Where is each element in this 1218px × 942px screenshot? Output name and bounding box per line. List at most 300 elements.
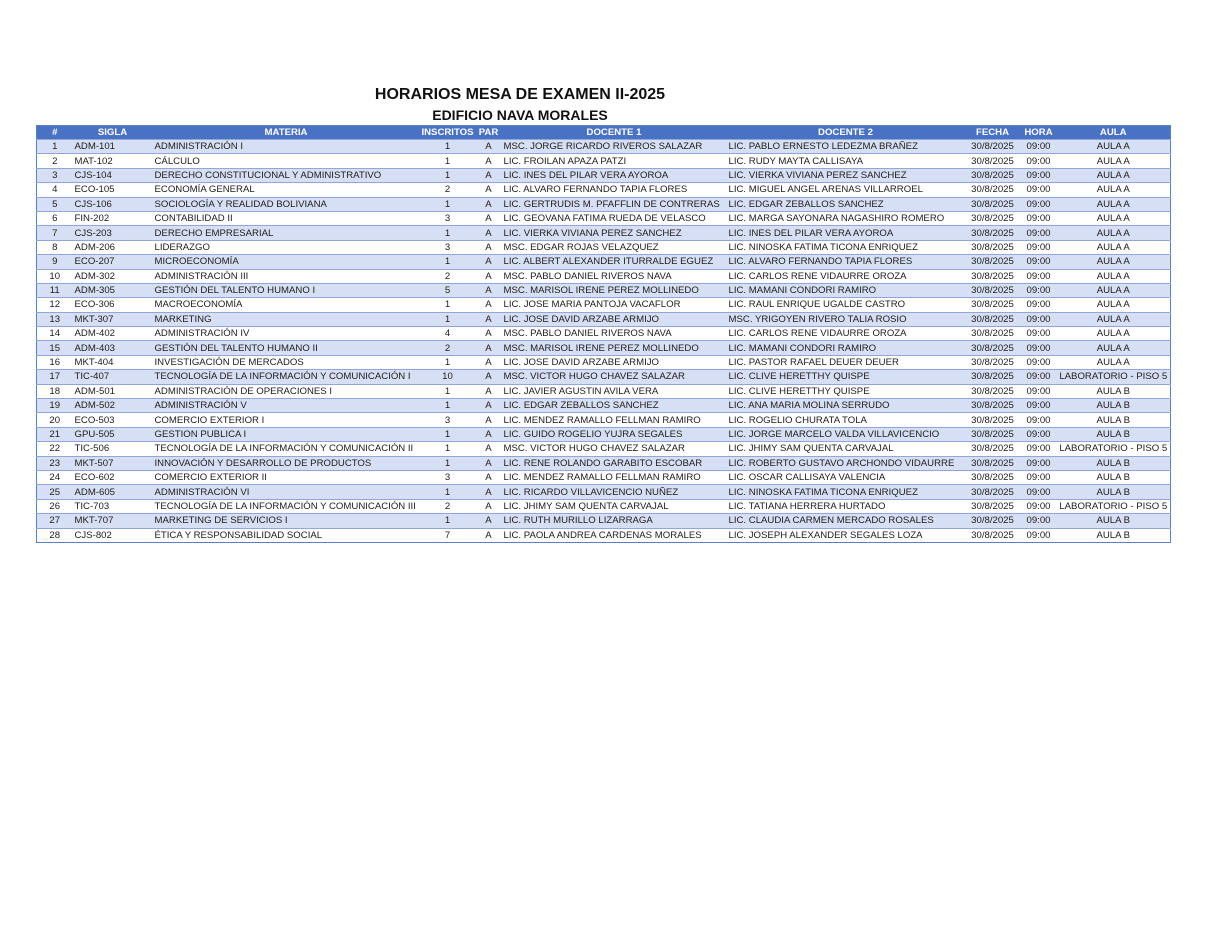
table-row bbox=[37, 283, 1171, 297]
cell-hora: 09:00 bbox=[1021, 197, 1057, 211]
cell-hora: 09:00 bbox=[1021, 240, 1057, 254]
col-header-fecha: FECHA bbox=[965, 126, 1021, 140]
cell-docente-2: LIC. MAMANI CONDORI RAMIRO bbox=[727, 341, 965, 355]
cell-docente-2: LIC. TATIANA HERRERA HURTADO bbox=[727, 499, 965, 513]
cell-docente-1: LIC. FROILAN APAZA PATZI bbox=[502, 154, 727, 168]
cell-docente-2: LIC. JHIMY SAM QUENTA CARVAJAL bbox=[727, 442, 965, 456]
table-row bbox=[37, 514, 1171, 528]
col-header-par: PAR bbox=[476, 126, 502, 140]
cell-inscritos: 4 bbox=[420, 327, 476, 341]
cell-inscritos: 1 bbox=[420, 226, 476, 240]
cell-docente-1: MSC. VICTOR HUGO CHAVEZ SALAZAR bbox=[502, 442, 727, 456]
cell-hora: 09:00 bbox=[1021, 499, 1057, 513]
cell-docente-1: LIC. INES DEL PILAR VERA AYOROA bbox=[502, 168, 727, 182]
cell-hora: 09:00 bbox=[1021, 312, 1057, 326]
cell-inscritos: 1 bbox=[420, 485, 476, 499]
cell-number: 23 bbox=[37, 456, 73, 470]
cell-docente-1: LIC. JOSE DAVID ARZABE ARMIJO bbox=[502, 355, 727, 369]
cell-materia: ADMINISTRACIÓN IV bbox=[153, 327, 420, 341]
cell-aula: AULA A bbox=[1057, 255, 1171, 269]
cell-hora: 09:00 bbox=[1021, 485, 1057, 499]
cell-hora: 09:00 bbox=[1021, 384, 1057, 398]
table-row bbox=[37, 485, 1171, 499]
cell-par: A bbox=[476, 211, 502, 225]
cell-inscritos: 1 bbox=[420, 168, 476, 182]
cell-sigla: CJS-106 bbox=[73, 197, 153, 211]
cell-hora: 09:00 bbox=[1021, 255, 1057, 269]
cell-aula: AULA B bbox=[1057, 384, 1171, 398]
col-header-number: # bbox=[37, 126, 73, 140]
cell-aula: AULA A bbox=[1057, 269, 1171, 283]
cell-par: A bbox=[476, 470, 502, 484]
cell-number: 25 bbox=[37, 485, 73, 499]
cell-materia: ADMINISTRACIÓN III bbox=[153, 269, 420, 283]
cell-docente-2: LIC. CLIVE HERETTHY QUISPE bbox=[727, 370, 965, 384]
cell-aula: AULA A bbox=[1057, 140, 1171, 154]
cell-materia: GESTION PUBLICA I bbox=[153, 427, 420, 441]
cell-sigla: MKT-404 bbox=[73, 355, 153, 369]
col-header-sigla: SIGLA bbox=[73, 126, 153, 140]
cell-docente-2: LIC. RUDY MAYTA CALLISAYA bbox=[727, 154, 965, 168]
cell-par: A bbox=[476, 269, 502, 283]
cell-aula: AULA A bbox=[1057, 211, 1171, 225]
cell-sigla: TIC-506 bbox=[73, 442, 153, 456]
cell-sigla: ADM-403 bbox=[73, 341, 153, 355]
cell-docente-2: LIC. MAMANI CONDORI RAMIRO bbox=[727, 283, 965, 297]
cell-aula: LABORATORIO - PISO 5 bbox=[1057, 442, 1171, 456]
cell-hora: 09:00 bbox=[1021, 528, 1057, 542]
cell-materia: ADMINISTRACIÓN VI bbox=[153, 485, 420, 499]
cell-docente-1: MSC. JORGE RICARDO RIVEROS SALAZAR bbox=[502, 140, 727, 154]
table-row bbox=[37, 399, 1171, 413]
cell-number: 12 bbox=[37, 298, 73, 312]
cell-materia: DERECHO EMPRESARIAL bbox=[153, 226, 420, 240]
cell-inscritos: 1 bbox=[420, 140, 476, 154]
cell-aula: AULA A bbox=[1057, 327, 1171, 341]
cell-hora: 09:00 bbox=[1021, 283, 1057, 297]
cell-fecha: 30/8/2025 bbox=[965, 168, 1021, 182]
cell-docente-1: LIC. MENDEZ RAMALLO FELLMAN RAMIRO bbox=[502, 470, 727, 484]
cell-docente-1: MSC. PABLO DANIEL RIVEROS NAVA bbox=[502, 269, 727, 283]
cell-hora: 09:00 bbox=[1021, 298, 1057, 312]
cell-sigla: ADM-101 bbox=[73, 140, 153, 154]
table-row bbox=[37, 528, 1171, 542]
cell-par: A bbox=[476, 427, 502, 441]
cell-sigla: MAT-102 bbox=[73, 154, 153, 168]
cell-number: 18 bbox=[37, 384, 73, 398]
cell-materia: INNOVACIÓN Y DESARROLLO DE PRODUCTOS bbox=[153, 456, 420, 470]
cell-number: 16 bbox=[37, 355, 73, 369]
cell-docente-1: LIC. JAVIER AGUSTIN AVILA VERA bbox=[502, 384, 727, 398]
table-row bbox=[37, 168, 1171, 182]
cell-docente-2: LIC. CLAUDIA CARMEN MERCADO ROSALES bbox=[727, 514, 965, 528]
cell-aula: AULA B bbox=[1057, 399, 1171, 413]
cell-docente-2: LIC. CARLOS RENE VIDAURRE OROZA bbox=[727, 269, 965, 283]
cell-fecha: 30/8/2025 bbox=[965, 470, 1021, 484]
cell-par: A bbox=[476, 140, 502, 154]
cell-aula: AULA A bbox=[1057, 183, 1171, 197]
document-title: HORARIOS MESA DE EXAMEN II-2025 bbox=[374, 86, 666, 103]
cell-par: A bbox=[476, 355, 502, 369]
cell-number: 13 bbox=[37, 312, 73, 326]
cell-aula: AULA A bbox=[1057, 240, 1171, 254]
cell-par: A bbox=[476, 168, 502, 182]
cell-fecha: 30/8/2025 bbox=[965, 283, 1021, 297]
cell-aula: AULA A bbox=[1057, 226, 1171, 240]
cell-sigla: ECO-105 bbox=[73, 183, 153, 197]
cell-materia: TECNOLOGÍA DE LA INFORMACIÓN Y COMUNICACIÓN II bbox=[153, 442, 420, 456]
col-header-materia: MATERIA bbox=[153, 126, 420, 140]
cell-materia: ADMINISTRACIÓN DE OPERACIONES I bbox=[153, 384, 420, 398]
cell-par: A bbox=[476, 528, 502, 542]
cell-fecha: 30/8/2025 bbox=[965, 298, 1021, 312]
cell-sigla: MKT-707 bbox=[73, 514, 153, 528]
cell-aula: AULA A bbox=[1057, 355, 1171, 369]
cell-materia: ÉTICA Y RESPONSABILIDAD SOCIAL bbox=[153, 528, 420, 542]
cell-hora: 09:00 bbox=[1021, 183, 1057, 197]
cell-hora: 09:00 bbox=[1021, 327, 1057, 341]
cell-par: A bbox=[476, 312, 502, 326]
cell-number: 6 bbox=[37, 211, 73, 225]
cell-hora: 09:00 bbox=[1021, 355, 1057, 369]
table-row bbox=[37, 269, 1171, 283]
cell-docente-1: MSC. PABLO DANIEL RIVEROS NAVA bbox=[502, 327, 727, 341]
cell-par: A bbox=[476, 442, 502, 456]
cell-number: 10 bbox=[37, 269, 73, 283]
cell-docente-1: MSC. MARISOL IRENE PEREZ MOLLINEDO bbox=[502, 341, 727, 355]
cell-docente-2: LIC. ROGELIO CHURATA TOLA bbox=[727, 413, 965, 427]
cell-docente-1: MSC. MARISOL IRENE PEREZ MOLLINEDO bbox=[502, 283, 727, 297]
cell-fecha: 30/8/2025 bbox=[965, 226, 1021, 240]
cell-number: 8 bbox=[37, 240, 73, 254]
cell-aula: AULA B bbox=[1057, 485, 1171, 499]
cell-inscritos: 1 bbox=[420, 384, 476, 398]
cell-inscritos: 2 bbox=[420, 499, 476, 513]
cell-hora: 09:00 bbox=[1021, 269, 1057, 283]
cell-inscritos: 1 bbox=[420, 456, 476, 470]
cell-fecha: 30/8/2025 bbox=[965, 255, 1021, 269]
cell-inscritos: 1 bbox=[420, 197, 476, 211]
cell-fecha: 30/8/2025 bbox=[965, 514, 1021, 528]
cell-inscritos: 1 bbox=[420, 154, 476, 168]
cell-par: A bbox=[476, 413, 502, 427]
cell-materia: GESTIÓN DEL TALENTO HUMANO II bbox=[153, 341, 420, 355]
cell-number: 5 bbox=[37, 197, 73, 211]
cell-number: 7 bbox=[37, 226, 73, 240]
cell-sigla: ECO-306 bbox=[73, 298, 153, 312]
cell-number: 20 bbox=[37, 413, 73, 427]
cell-docente-2: LIC. OSCAR CALLISAYA VALENCIA bbox=[727, 470, 965, 484]
cell-fecha: 30/8/2025 bbox=[965, 399, 1021, 413]
cell-docente-2: LIC. ANA MARIA MOLINA SERRUDO bbox=[727, 399, 965, 413]
cell-number: 4 bbox=[37, 183, 73, 197]
header-row bbox=[37, 126, 1171, 140]
cell-docente-1: MSC. VICTOR HUGO CHAVEZ SALAZAR bbox=[502, 370, 727, 384]
cell-par: A bbox=[476, 456, 502, 470]
cell-docente-1: LIC. JOSE MARIA PANTOJA VACAFLOR bbox=[502, 298, 727, 312]
cell-aula: AULA B bbox=[1057, 456, 1171, 470]
cell-fecha: 30/8/2025 bbox=[965, 183, 1021, 197]
cell-materia: MARKETING bbox=[153, 312, 420, 326]
cell-sigla: TIC-703 bbox=[73, 499, 153, 513]
cell-sigla: ADM-605 bbox=[73, 485, 153, 499]
exam-schedule-table bbox=[36, 125, 1171, 543]
cell-number: 9 bbox=[37, 255, 73, 269]
cell-docente-2: LIC. MARGA SAYONARA NAGASHIRO ROMERO bbox=[727, 211, 965, 225]
cell-fecha: 30/8/2025 bbox=[965, 327, 1021, 341]
cell-materia: COMERCIO EXTERIOR I bbox=[153, 413, 420, 427]
cell-docente-1: LIC. JOSE DAVID ARZABE ARMIJO bbox=[502, 312, 727, 326]
cell-inscritos: 2 bbox=[420, 183, 476, 197]
cell-par: A bbox=[476, 399, 502, 413]
cell-number: 2 bbox=[37, 154, 73, 168]
cell-hora: 09:00 bbox=[1021, 341, 1057, 355]
cell-inscritos: 1 bbox=[420, 399, 476, 413]
cell-hora: 09:00 bbox=[1021, 399, 1057, 413]
cell-hora: 09:00 bbox=[1021, 456, 1057, 470]
cell-docente-2: LIC. NINOSKA FATIMA TICONA ENRIQUEZ bbox=[727, 240, 965, 254]
cell-docente-2: LIC. JOSEPH ALEXANDER SEGALES LOZA bbox=[727, 528, 965, 542]
table-row bbox=[37, 255, 1171, 269]
cell-materia: ECONOMÍA GENERAL bbox=[153, 183, 420, 197]
cell-number: 21 bbox=[37, 427, 73, 441]
cell-aula: AULA A bbox=[1057, 168, 1171, 182]
cell-fecha: 30/8/2025 bbox=[965, 312, 1021, 326]
cell-sigla: ADM-305 bbox=[73, 283, 153, 297]
table-row bbox=[37, 470, 1171, 484]
table-row bbox=[37, 183, 1171, 197]
cell-docente-2: LIC. ROBERTO GUSTAVO ARCHONDO VIDAURRE bbox=[727, 456, 965, 470]
table-row bbox=[37, 298, 1171, 312]
cell-aula: AULA A bbox=[1057, 283, 1171, 297]
cell-inscritos: 1 bbox=[420, 442, 476, 456]
document-subtitle: EDIFICIO NAVA MORALES bbox=[432, 107, 608, 123]
cell-par: A bbox=[476, 384, 502, 398]
cell-sigla: TIC-407 bbox=[73, 370, 153, 384]
col-header-aula: AULA bbox=[1057, 126, 1171, 140]
cell-docente-2: LIC. JORGE MARCELO VALDA VILLAVICENCIO bbox=[727, 427, 965, 441]
cell-number: 24 bbox=[37, 470, 73, 484]
cell-aula: LABORATORIO - PISO 5 bbox=[1057, 499, 1171, 513]
cell-fecha: 30/8/2025 bbox=[965, 341, 1021, 355]
cell-fecha: 30/8/2025 bbox=[965, 528, 1021, 542]
cell-fecha: 30/8/2025 bbox=[965, 442, 1021, 456]
cell-inscritos: 7 bbox=[420, 528, 476, 542]
cell-materia: TECNOLOGÍA DE LA INFORMACIÓN Y COMUNICACIÓN I bbox=[153, 370, 420, 384]
cell-docente-2: LIC. CARLOS RENE VIDAURRE OROZA bbox=[727, 327, 965, 341]
table-row bbox=[37, 211, 1171, 225]
cell-sigla: ADM-502 bbox=[73, 399, 153, 413]
cell-number: 17 bbox=[37, 370, 73, 384]
cell-inscritos: 1 bbox=[420, 514, 476, 528]
cell-docente-1: LIC. GEOVANA FATIMA RUEDA DE VELASCO bbox=[502, 211, 727, 225]
cell-materia: CÁLCULO bbox=[153, 154, 420, 168]
table-body bbox=[37, 140, 1171, 543]
cell-materia: COMERCIO EXTERIOR II bbox=[153, 470, 420, 484]
cell-docente-1: LIC. PAOLA ANDREA CARDENAS MORALES bbox=[502, 528, 727, 542]
cell-inscritos: 2 bbox=[420, 269, 476, 283]
cell-aula: AULA B bbox=[1057, 427, 1171, 441]
cell-number: 11 bbox=[37, 283, 73, 297]
cell-number: 3 bbox=[37, 168, 73, 182]
cell-hora: 09:00 bbox=[1021, 427, 1057, 441]
cell-docente-2: LIC. INES DEL PILAR VERA AYOROA bbox=[727, 226, 965, 240]
table-row bbox=[37, 140, 1171, 154]
cell-par: A bbox=[476, 327, 502, 341]
cell-aula: AULA A bbox=[1057, 197, 1171, 211]
cell-sigla: CJS-104 bbox=[73, 168, 153, 182]
cell-number: 26 bbox=[37, 499, 73, 513]
cell-number: 22 bbox=[37, 442, 73, 456]
cell-sigla: ECO-503 bbox=[73, 413, 153, 427]
cell-fecha: 30/8/2025 bbox=[965, 240, 1021, 254]
cell-hora: 09:00 bbox=[1021, 226, 1057, 240]
cell-number: 1 bbox=[37, 140, 73, 154]
cell-materia: TECNOLOGÍA DE LA INFORMACIÓN Y COMUNICACIÓN III bbox=[153, 499, 420, 513]
table-row bbox=[37, 355, 1171, 369]
cell-docente-1: LIC. RICARDO VILLAVICENCIO NUÑEZ bbox=[502, 485, 727, 499]
cell-materia: INVESTIGACIÓN DE MERCADOS bbox=[153, 355, 420, 369]
cell-sigla: ADM-501 bbox=[73, 384, 153, 398]
cell-number: 14 bbox=[37, 327, 73, 341]
col-header-docente-2: DOCENTE 2 bbox=[727, 126, 965, 140]
cell-par: A bbox=[476, 341, 502, 355]
cell-sigla: MKT-507 bbox=[73, 456, 153, 470]
cell-inscritos: 1 bbox=[420, 427, 476, 441]
cell-docente-1: LIC. RUTH MURILLO LIZARRAGA bbox=[502, 514, 727, 528]
cell-aula: AULA B bbox=[1057, 470, 1171, 484]
cell-docente-2: MSC. YRIGOYEN RIVERO TALIA ROSIO bbox=[727, 312, 965, 326]
cell-number: 15 bbox=[37, 341, 73, 355]
cell-fecha: 30/8/2025 bbox=[965, 384, 1021, 398]
cell-inscritos: 1 bbox=[420, 255, 476, 269]
cell-sigla: ECO-207 bbox=[73, 255, 153, 269]
table-row bbox=[37, 341, 1171, 355]
cell-materia: SOCIOLOGÍA Y REALIDAD BOLIVIANA bbox=[153, 197, 420, 211]
cell-inscritos: 2 bbox=[420, 341, 476, 355]
table-row bbox=[37, 384, 1171, 398]
cell-par: A bbox=[476, 255, 502, 269]
table-row bbox=[37, 197, 1171, 211]
cell-number: 27 bbox=[37, 514, 73, 528]
cell-docente-1: LIC. RENE ROLANDO GARABITO ESCOBAR bbox=[502, 456, 727, 470]
cell-par: A bbox=[476, 514, 502, 528]
cell-sigla: ADM-302 bbox=[73, 269, 153, 283]
table-row bbox=[37, 427, 1171, 441]
cell-docente-2: LIC. ALVARO FERNANDO TAPIA FLORES bbox=[727, 255, 965, 269]
cell-inscritos: 1 bbox=[420, 298, 476, 312]
cell-sigla: ECO-602 bbox=[73, 470, 153, 484]
cell-par: A bbox=[476, 485, 502, 499]
table-row bbox=[37, 154, 1171, 168]
cell-sigla: CJS-203 bbox=[73, 226, 153, 240]
cell-inscritos: 3 bbox=[420, 413, 476, 427]
cell-inscritos: 3 bbox=[420, 470, 476, 484]
cell-docente-2: LIC. VIERKA VIVIANA PEREZ SANCHEZ bbox=[727, 168, 965, 182]
cell-docente-2: LIC. PABLO ERNESTO LEDEZMA BRAÑEZ bbox=[727, 140, 965, 154]
cell-hora: 09:00 bbox=[1021, 140, 1057, 154]
cell-materia: MACROECONOMÍA bbox=[153, 298, 420, 312]
table-row bbox=[37, 327, 1171, 341]
table-row bbox=[37, 456, 1171, 470]
cell-par: A bbox=[476, 197, 502, 211]
cell-docente-2: LIC. NINOSKA FATIMA TICONA ENRIQUEZ bbox=[727, 485, 965, 499]
cell-aula: AULA A bbox=[1057, 154, 1171, 168]
cell-inscritos: 10 bbox=[420, 370, 476, 384]
cell-inscritos: 5 bbox=[420, 283, 476, 297]
cell-par: A bbox=[476, 183, 502, 197]
cell-sigla: ADM-206 bbox=[73, 240, 153, 254]
cell-number: 28 bbox=[37, 528, 73, 542]
cell-materia: DERECHO CONSTITUCIONAL Y ADMINISTRATIVO bbox=[153, 168, 420, 182]
cell-hora: 09:00 bbox=[1021, 154, 1057, 168]
cell-fecha: 30/8/2025 bbox=[965, 413, 1021, 427]
cell-docente-1: LIC. MENDEZ RAMALLO FELLMAN RAMIRO bbox=[502, 413, 727, 427]
cell-fecha: 30/8/2025 bbox=[965, 485, 1021, 499]
cell-number: 19 bbox=[37, 399, 73, 413]
col-header-hora: HORA bbox=[1021, 126, 1057, 140]
cell-fecha: 30/8/2025 bbox=[965, 197, 1021, 211]
cell-sigla: CJS-802 bbox=[73, 528, 153, 542]
cell-docente-2: LIC. RAUL ENRIQUE UGALDE CASTRO bbox=[727, 298, 965, 312]
cell-aula: AULA A bbox=[1057, 312, 1171, 326]
cell-docente-1: LIC. JHIMY SAM QUENTA CARVAJAL bbox=[502, 499, 727, 513]
cell-fecha: 30/8/2025 bbox=[965, 355, 1021, 369]
cell-hora: 09:00 bbox=[1021, 168, 1057, 182]
cell-inscritos: 1 bbox=[420, 312, 476, 326]
cell-materia: MARKETING DE SERVICIOS I bbox=[153, 514, 420, 528]
cell-hora: 09:00 bbox=[1021, 514, 1057, 528]
cell-aula: AULA B bbox=[1057, 514, 1171, 528]
cell-par: A bbox=[476, 370, 502, 384]
cell-inscritos: 3 bbox=[420, 211, 476, 225]
cell-docente-1: LIC. ALBERT ALEXANDER ITURRALDE EGUEZ bbox=[502, 255, 727, 269]
cell-aula: AULA B bbox=[1057, 528, 1171, 542]
cell-docente-2: LIC. PASTOR RAFAEL DEUER DEUER bbox=[727, 355, 965, 369]
table-row bbox=[37, 499, 1171, 513]
cell-inscritos: 1 bbox=[420, 355, 476, 369]
cell-docente-1: LIC. VIERKA VIVIANA PEREZ SANCHEZ bbox=[502, 226, 727, 240]
cell-docente-1: LIC. GERTRUDIS M. PFAFFLIN DE CONTRERAS bbox=[502, 197, 727, 211]
cell-sigla: ADM-402 bbox=[73, 327, 153, 341]
cell-docente-1: MSC. EDGAR ROJAS VELAZQUEZ bbox=[502, 240, 727, 254]
col-header-docente-1: DOCENTE 1 bbox=[502, 126, 727, 140]
cell-inscritos: 3 bbox=[420, 240, 476, 254]
table-row bbox=[37, 442, 1171, 456]
cell-docente-1: LIC. ALVARO FERNANDO TAPIA FLORES bbox=[502, 183, 727, 197]
cell-materia: GESTIÓN DEL TALENTO HUMANO I bbox=[153, 283, 420, 297]
cell-fecha: 30/8/2025 bbox=[965, 370, 1021, 384]
cell-par: A bbox=[476, 283, 502, 297]
cell-materia: ADMINISTRACIÓN I bbox=[153, 140, 420, 154]
cell-fecha: 30/8/2025 bbox=[965, 427, 1021, 441]
cell-hora: 09:00 bbox=[1021, 211, 1057, 225]
cell-sigla: MKT-307 bbox=[73, 312, 153, 326]
table-row bbox=[37, 312, 1171, 326]
cell-materia: ADMINISTRACIÓN V bbox=[153, 399, 420, 413]
cell-hora: 09:00 bbox=[1021, 370, 1057, 384]
cell-hora: 09:00 bbox=[1021, 442, 1057, 456]
cell-sigla: GPU-505 bbox=[73, 427, 153, 441]
cell-materia: MICROECONOMÍA bbox=[153, 255, 420, 269]
cell-materia: CONTABILIDAD II bbox=[153, 211, 420, 225]
cell-par: A bbox=[476, 226, 502, 240]
cell-sigla: FIN-202 bbox=[73, 211, 153, 225]
table-row bbox=[37, 240, 1171, 254]
cell-par: A bbox=[476, 154, 502, 168]
table-row bbox=[37, 413, 1171, 427]
cell-fecha: 30/8/2025 bbox=[965, 456, 1021, 470]
